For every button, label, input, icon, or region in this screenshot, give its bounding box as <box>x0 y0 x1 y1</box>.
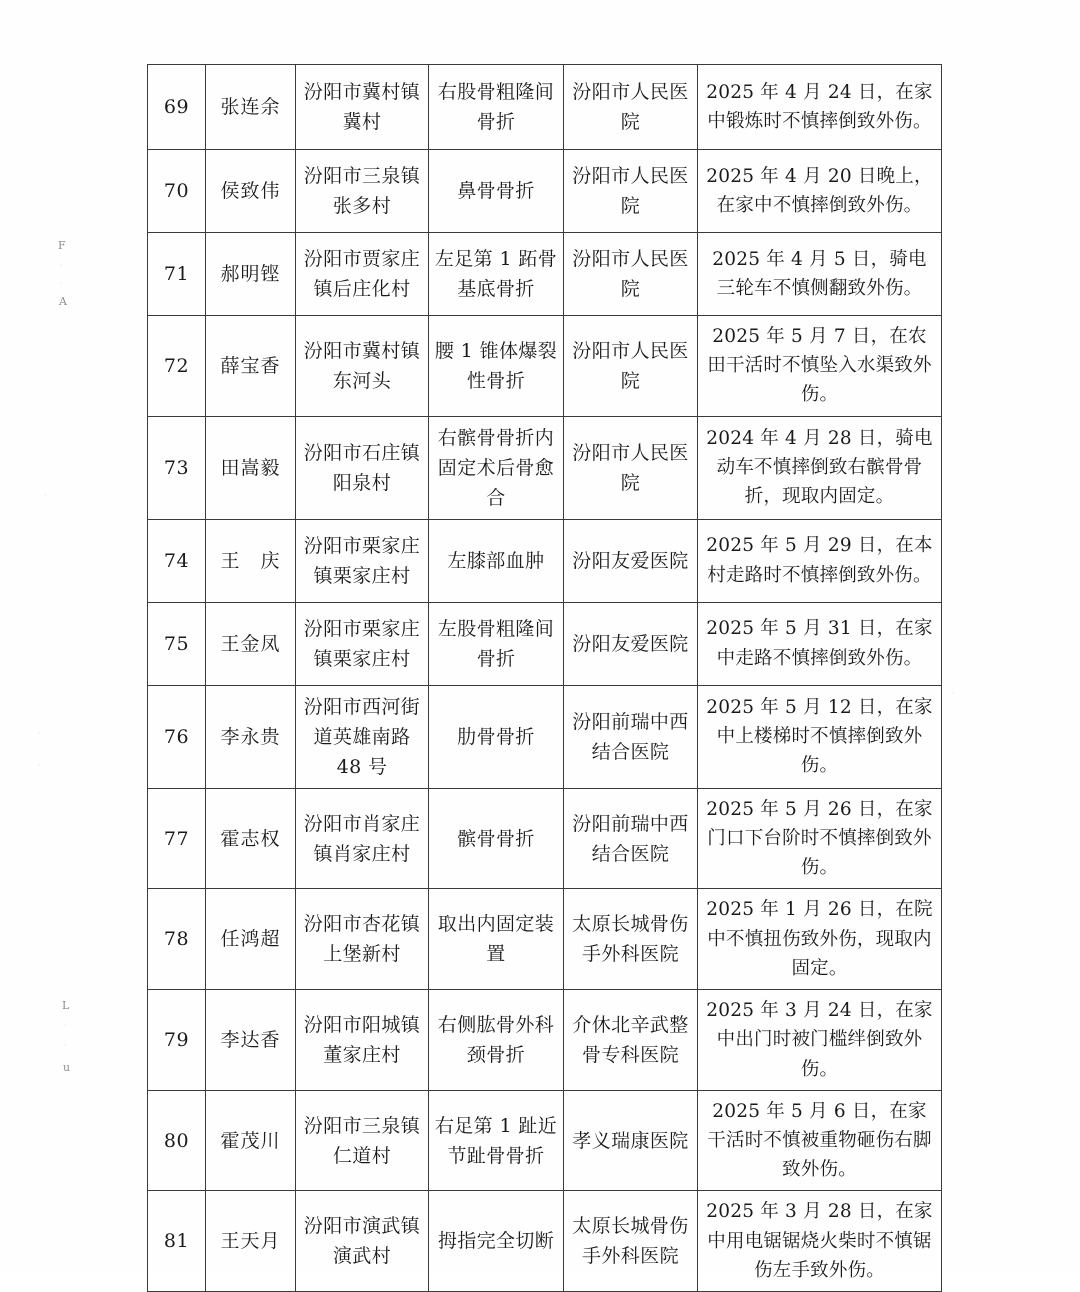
scan-smudge-mark: L <box>62 999 70 1012</box>
hospital-cell: 太原长城骨伤手外科医院 <box>564 889 698 990</box>
row-number-cell: 80 <box>148 1090 206 1191</box>
hospital-cell: 汾阳市人民医院 <box>564 150 698 233</box>
description-cell: 2025 年 1 月 26 日，在院中不慎扭伤致外伤，现取内固定。 <box>698 889 942 990</box>
hospital-cell: 孝义瑞康医院 <box>564 1090 698 1191</box>
person-name-cell: 霍志权 <box>206 788 296 889</box>
address-cell: 汾阳市贾家庄镇后庄化村 <box>296 233 429 316</box>
table-row <box>148 1191 942 1292</box>
diagnosis-cell: 腰 1 锥体爆裂性骨折 <box>429 316 564 417</box>
address-cell: 汾阳市三泉镇张多村 <box>296 150 429 233</box>
records-body <box>148 65 942 1292</box>
scan-smudge-mark: · <box>38 761 41 770</box>
person-name-cell: 田嵩毅 <box>206 416 296 519</box>
description-cell: 2025 年 5 月 26 日，在家门口下台阶时不慎摔倒致外伤。 <box>698 788 942 889</box>
address-cell: 汾阳市杏花镇上堡新村 <box>296 889 429 990</box>
row-number-cell: 78 <box>148 889 206 990</box>
hospital-cell: 汾阳市人民医院 <box>564 233 698 316</box>
address-cell: 汾阳市栗家庄镇栗家庄村 <box>296 602 429 685</box>
description-cell: 2025 年 3 月 28 日，在家中用电锯锯烧火柴时不慎锯伤左手致外伤。 <box>698 1191 942 1292</box>
address-cell: 汾阳市阳城镇董家庄村 <box>296 990 429 1091</box>
hospital-cell: 介休北辛武整骨专科医院 <box>564 990 698 1091</box>
address-cell: 汾阳市三泉镇仁道村 <box>296 1090 429 1191</box>
row-number-cell: 70 <box>148 150 206 233</box>
diagnosis-cell: 取出内固定装置 <box>429 889 564 990</box>
row-number-cell: 71 <box>148 233 206 316</box>
person-name-cell: 任鸿超 <box>206 889 296 990</box>
diagnosis-cell: 右侧肱骨外科颈骨折 <box>429 990 564 1091</box>
hospital-cell: 汾阳前瑞中西结合医院 <box>564 685 698 788</box>
diagnosis-cell: 右髌骨骨折内固定术后骨愈合 <box>429 416 564 519</box>
person-name-cell: 张连余 <box>206 65 296 150</box>
diagnosis-cell: 左足第 1 跖骨基底骨折 <box>429 233 564 316</box>
address-cell: 汾阳市石庄镇阳泉村 <box>296 416 429 519</box>
diagnosis-cell: 左膝部血肿 <box>429 519 564 602</box>
person-name-cell: 霍茂川 <box>206 1090 296 1191</box>
diagnosis-cell: 拇指完全切断 <box>429 1191 564 1292</box>
scan-smudge-mark: A <box>59 295 67 308</box>
address-cell: 汾阳市冀村镇东河头 <box>296 316 429 417</box>
diagnosis-cell: 鼻骨骨折 <box>429 150 564 233</box>
hospital-cell: 汾阳市人民医院 <box>564 316 698 417</box>
description-cell: 2025 年 4 月 24 日，在家中锻炼时不慎摔倒致外伤。 <box>698 65 942 150</box>
person-name-cell: 王 庆 <box>206 519 296 602</box>
table-row <box>148 316 942 417</box>
table-row <box>148 1090 942 1191</box>
table-row <box>148 519 942 602</box>
scan-smudge-mark: F <box>58 239 66 252</box>
scan-smudge-mark: · <box>38 729 41 738</box>
diagnosis-cell: 髌骨骨折 <box>429 788 564 889</box>
hospital-cell: 汾阳友爱医院 <box>564 602 698 685</box>
table-row <box>148 65 942 150</box>
hospital-cell: 汾阳友爱医院 <box>564 519 698 602</box>
description-cell: 2025 年 5 月 31 日，在家中走路不慎摔倒致外伤。 <box>698 602 942 685</box>
scan-smudge-mark: · <box>60 261 63 270</box>
address-cell: 汾阳市演武镇演武村 <box>296 1191 429 1292</box>
diagnosis-cell: 肋骨骨折 <box>429 685 564 788</box>
injury-records-table <box>147 64 942 1292</box>
person-name-cell: 薛宝香 <box>206 316 296 417</box>
description-cell: 2025 年 3 月 24 日，在家中出门时被门槛绊倒致外伤。 <box>698 990 942 1091</box>
hospital-cell: 汾阳前瑞中西结合医院 <box>564 788 698 889</box>
person-name-cell: 王金凤 <box>206 602 296 685</box>
address-cell: 汾阳市冀村镇冀村 <box>296 65 429 150</box>
row-number-cell: 81 <box>148 1191 206 1292</box>
row-number-cell: 77 <box>148 788 206 889</box>
hospital-cell: 汾阳市人民医院 <box>564 65 698 150</box>
person-name-cell: 郝明铿 <box>206 233 296 316</box>
person-name-cell: 李永贵 <box>206 685 296 788</box>
row-number-cell: 76 <box>148 685 206 788</box>
scan-smudge-mark: · <box>64 1041 67 1050</box>
scan-smudge-mark: · <box>64 1021 67 1030</box>
scan-smudge-mark: u <box>63 1061 71 1074</box>
description-cell: 2025 年 4 月 5 日，骑电三轮车不慎侧翻致外伤。 <box>698 233 942 316</box>
scan-smudge-mark: · <box>952 689 955 698</box>
row-number-cell: 75 <box>148 602 206 685</box>
address-cell: 汾阳市栗家庄镇栗家庄村 <box>296 519 429 602</box>
row-number-cell: 69 <box>148 65 206 150</box>
row-number-cell: 72 <box>148 316 206 417</box>
address-cell: 汾阳市肖家庄镇肖家庄村 <box>296 788 429 889</box>
description-cell: 2025 年 5 月 29 日，在本村走路时不慎摔倒致外伤。 <box>698 519 942 602</box>
description-cell: 2024 年 4 月 28 日，骑电动车不慎摔倒致右髌骨骨折，现取内固定。 <box>698 416 942 519</box>
hospital-cell: 汾阳市人民医院 <box>564 416 698 519</box>
table-row <box>148 233 942 316</box>
row-number-cell: 73 <box>148 416 206 519</box>
table-row <box>148 788 942 889</box>
diagnosis-cell: 右股骨粗隆间骨折 <box>429 65 564 150</box>
hospital-cell: 太原长城骨伤手外科医院 <box>564 1191 698 1292</box>
description-cell: 2025 年 5 月 7 日，在农田干活时不慎坠入水渠致外伤。 <box>698 316 942 417</box>
description-cell: 2025 年 4 月 20 日晚上，在家中不慎摔倒致外伤。 <box>698 150 942 233</box>
table-row <box>148 150 942 233</box>
person-name-cell: 王天月 <box>206 1191 296 1292</box>
table-row <box>148 990 942 1091</box>
row-number-cell: 79 <box>148 990 206 1091</box>
table-row <box>148 889 942 990</box>
description-cell: 2025 年 5 月 6 日，在家干活时不慎被重物砸伤右脚致外伤。 <box>698 1090 942 1191</box>
description-cell: 2025 年 5 月 12 日，在家中上楼梯时不慎摔倒致外伤。 <box>698 685 942 788</box>
scan-smudge-mark: · <box>60 279 63 288</box>
person-name-cell: 侯致伟 <box>206 150 296 233</box>
table-row <box>148 416 942 519</box>
diagnosis-cell: 右足第 1 趾近节趾骨骨折 <box>429 1090 564 1191</box>
table-row <box>148 685 942 788</box>
row-number-cell: 74 <box>148 519 206 602</box>
address-cell: 汾阳市西河街道英雄南路 48 号 <box>296 685 429 788</box>
person-name-cell: 李达香 <box>206 990 296 1091</box>
table-row <box>148 602 942 685</box>
scan-smudge-mark: · <box>44 491 47 500</box>
diagnosis-cell: 左股骨粗隆间骨折 <box>429 602 564 685</box>
